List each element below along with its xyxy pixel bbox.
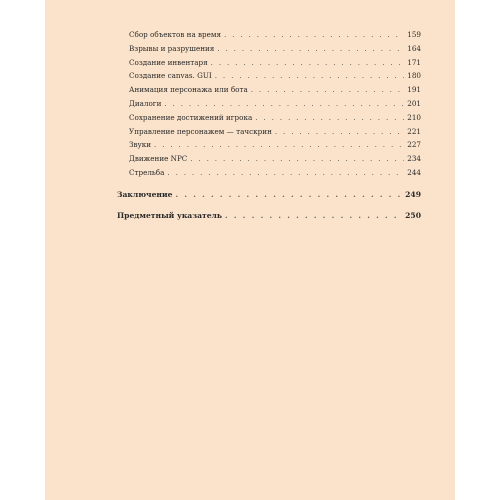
toc-entry-title: Создание canvas. GUI [129, 71, 212, 81]
toc-leader-dots [215, 71, 405, 80]
toc-entry-title: Диалоги [129, 99, 162, 108]
toc-entry-title: Взрывы и разрушения [129, 43, 215, 53]
toc-entry-page: 159 [407, 30, 421, 39]
toc-leader-dots [217, 44, 404, 53]
toc-entry-title: Сбор объектов на время [129, 30, 222, 39]
toc-entry [129, 127, 421, 139]
toc-entry-page: 201 [407, 99, 421, 108]
toc-leader-dots [225, 211, 402, 220]
toc-entry [129, 140, 421, 152]
toc-entry-page: 164 [407, 43, 421, 53]
toc-leader-dots [224, 30, 404, 39]
toc-entry [129, 168, 421, 180]
toc-entry-page: 221 [407, 126, 421, 136]
toc-entry-title: Анимация персонажа или бота [129, 85, 248, 95]
toc-leader-dots [255, 113, 404, 122]
toc-entry-title: Стрельба [129, 168, 165, 177]
book-page [45, 0, 455, 500]
toc-entry-page: 227 [407, 140, 421, 150]
toc-leader-dots [251, 85, 405, 94]
toc-leader-dots [154, 140, 404, 149]
toc-entry [129, 85, 421, 97]
toc-chapter-entry [117, 211, 421, 223]
toc-chapter-page: 250 [405, 211, 421, 220]
toc-leader-dots [275, 127, 404, 136]
toc-entry [129, 99, 421, 111]
toc-entry-title: Сохранение достижений игрока [129, 112, 253, 122]
toc-leader-dots [211, 58, 405, 67]
toc-leader-dots [164, 99, 404, 108]
toc-chapter-title: Предметный указатель [117, 211, 223, 220]
toc-entry [129, 44, 421, 56]
toc-entry-page: 180 [407, 71, 421, 81]
toc-entry-title: Движение NPC [129, 154, 188, 164]
toc-entry-page: 171 [407, 57, 421, 67]
toc-leader-dots [190, 154, 404, 163]
toc-chapter-entry [117, 190, 421, 202]
toc-entry-page: 234 [407, 154, 421, 164]
toc-chapter-title: Заключение [117, 190, 173, 199]
toc-leader-dots [175, 190, 402, 199]
toc-chapter-page: 249 [405, 190, 421, 199]
toc-entry-title: Управление персонажем — тачскрин [129, 126, 272, 136]
toc-entry-page: 191 [407, 85, 421, 95]
toc-entry-title: Создание инвентаря [129, 57, 208, 67]
toc-entry-page: 210 [407, 112, 421, 122]
toc-leader-dots [167, 168, 404, 177]
toc-entry-page: 244 [407, 168, 421, 177]
toc-entry [129, 71, 421, 83]
toc-entry [129, 113, 421, 125]
toc-entry [129, 58, 421, 70]
toc-entry [129, 30, 421, 42]
toc-entry [129, 154, 421, 166]
toc-entry-title: Звуки [129, 140, 152, 150]
